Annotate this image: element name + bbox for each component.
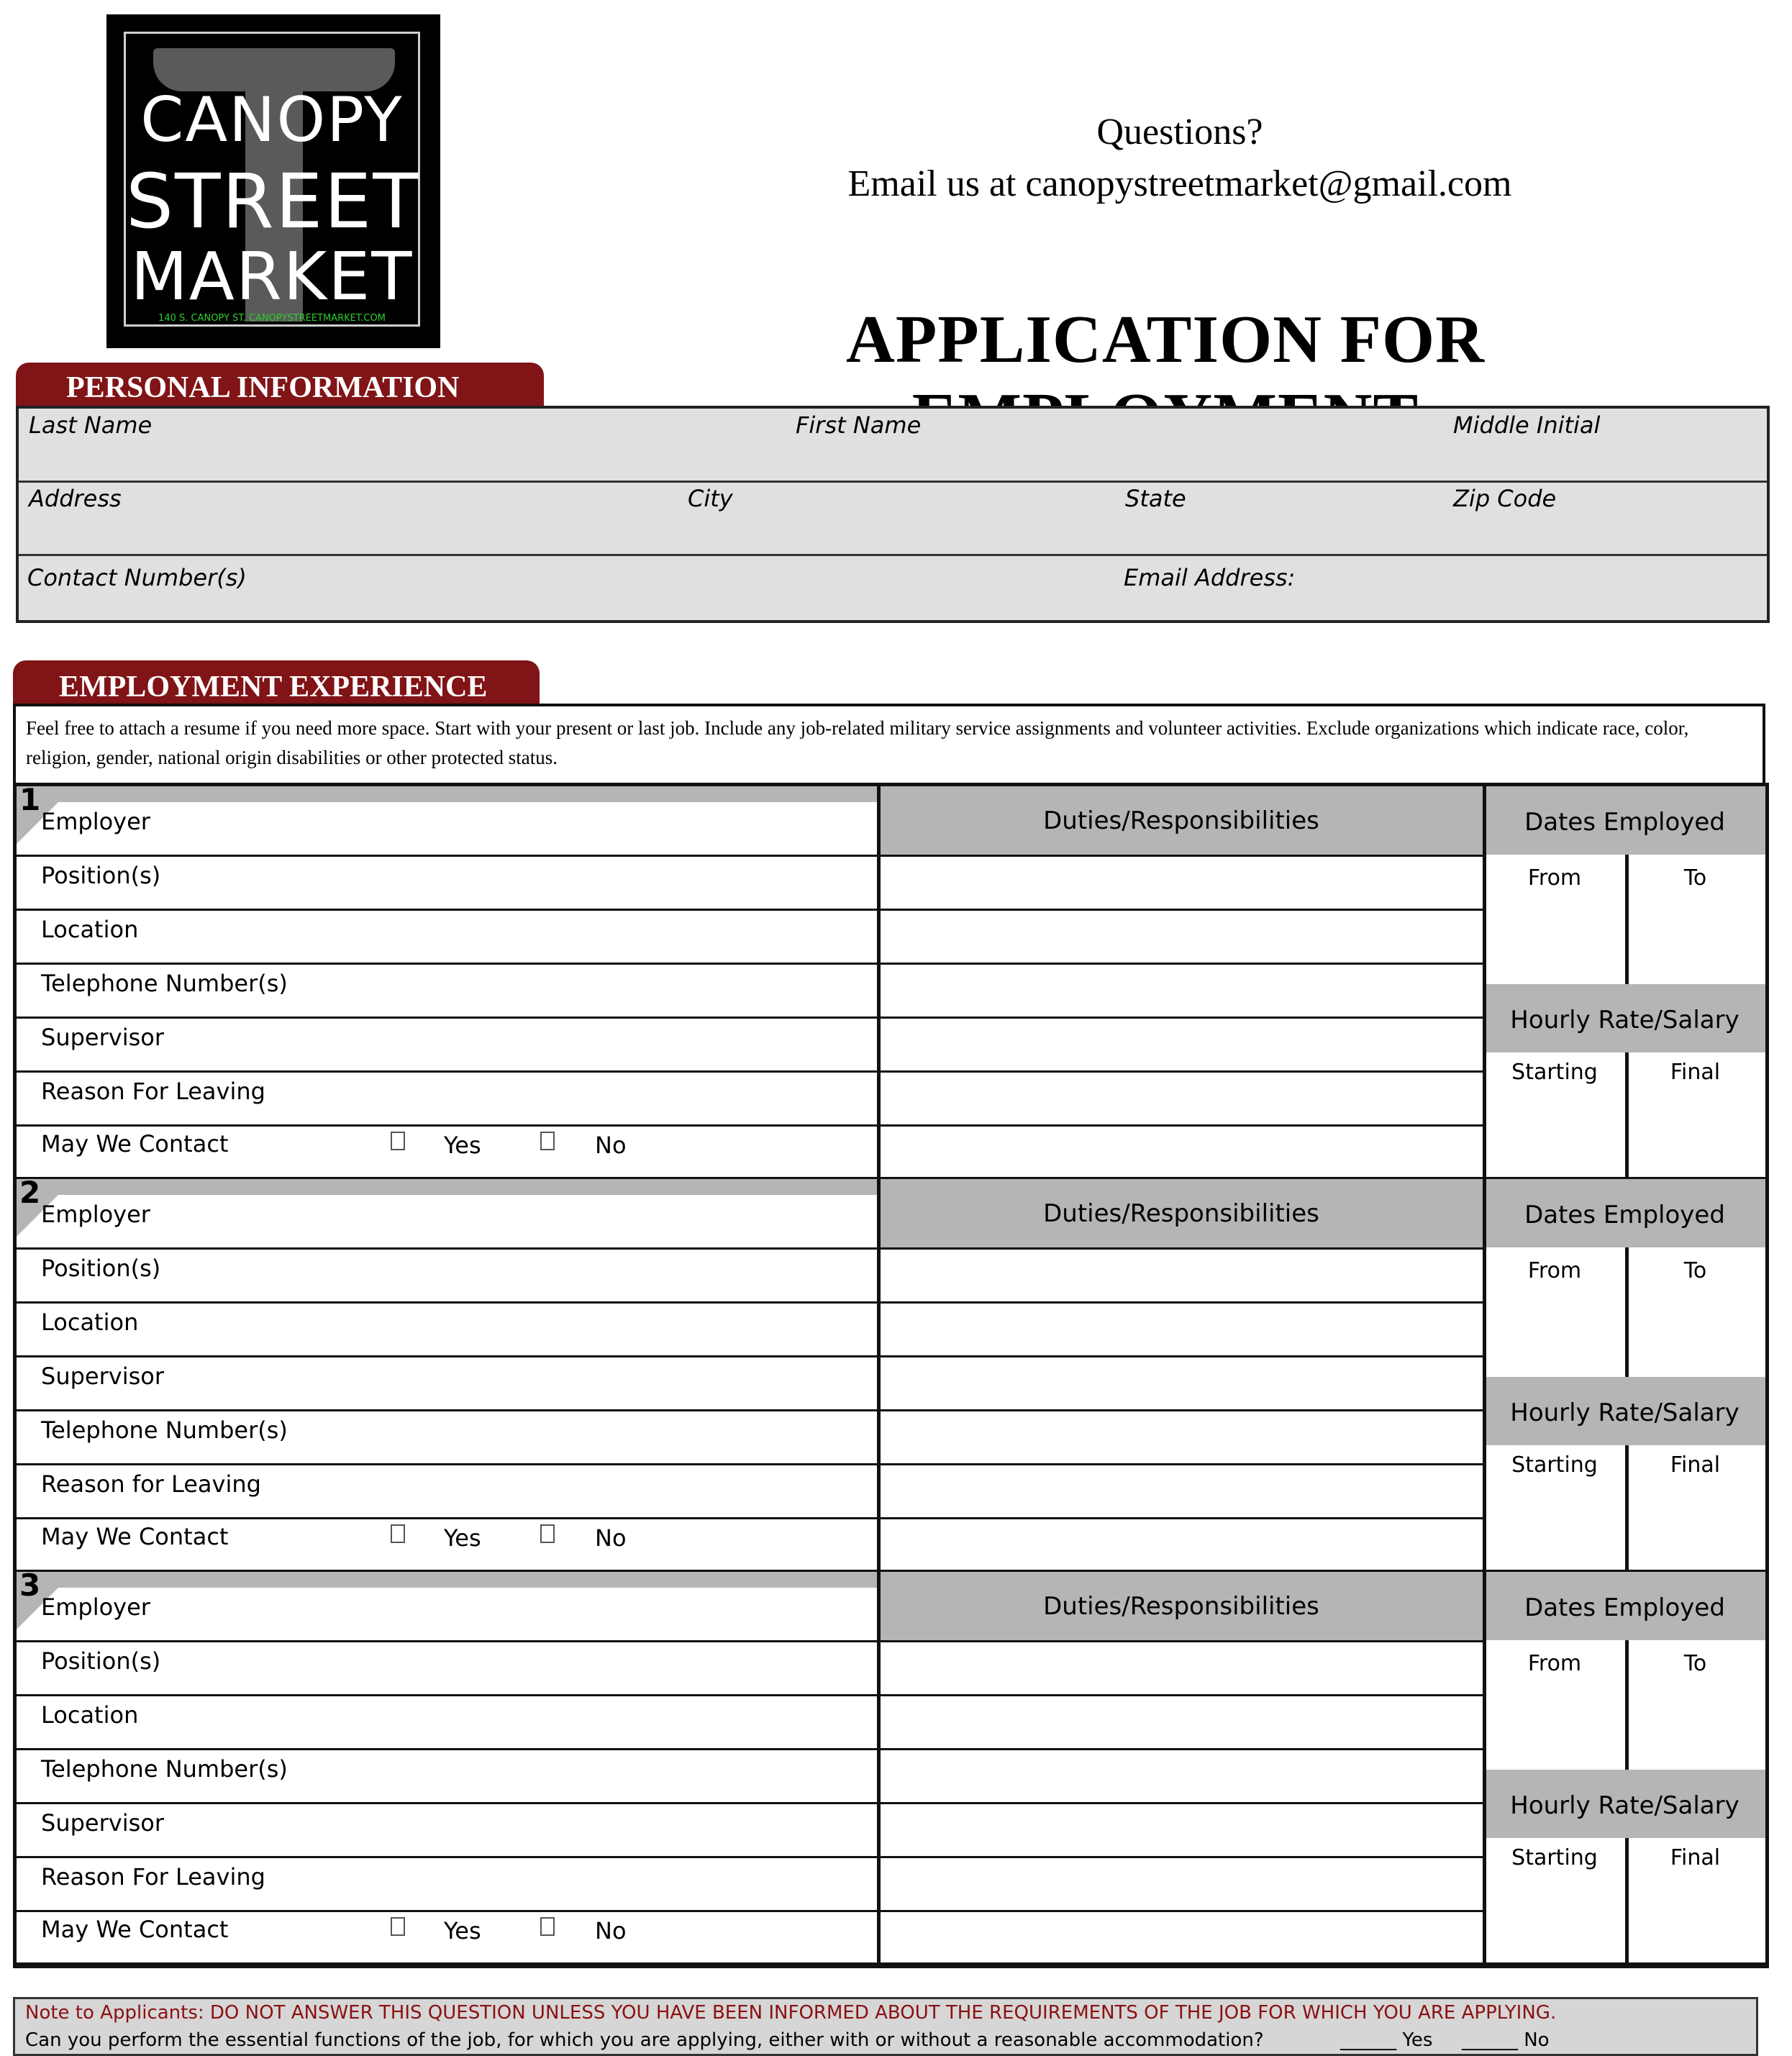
dates-employed-heading: Dates Employed xyxy=(1524,1201,1725,1229)
row-divider xyxy=(17,1016,1484,1019)
block-header-bar xyxy=(17,786,878,802)
to-field[interactable]: To xyxy=(1683,1651,1707,1676)
starting-field[interactable]: Starting xyxy=(1511,1060,1598,1085)
row-label[interactable]: Supervisor xyxy=(41,1809,164,1837)
address-field[interactable]: Address xyxy=(29,485,122,512)
row-divider xyxy=(17,1694,1484,1696)
block-number: 2 xyxy=(19,1175,41,1210)
row-label[interactable]: May We Contact xyxy=(41,1523,229,1550)
column-divider xyxy=(1483,1179,1486,1572)
starting-field[interactable]: Starting xyxy=(1511,1452,1598,1478)
personal-info-box xyxy=(16,406,1770,623)
questions-heading: Questions? xyxy=(1096,112,1263,153)
no-label: No xyxy=(595,1524,627,1552)
row-divider xyxy=(17,963,1484,965)
no-checkbox[interactable] xyxy=(540,1132,555,1150)
column-divider xyxy=(1483,786,1486,1179)
row-label[interactable]: Telephone Number(s) xyxy=(41,1755,288,1783)
row-divider xyxy=(17,909,1484,911)
no-label: No xyxy=(595,1917,627,1944)
state-field[interactable]: State xyxy=(1125,485,1186,512)
row-divider xyxy=(17,1802,1484,1804)
no-label: No xyxy=(595,1132,627,1159)
logo-frame xyxy=(124,32,420,327)
row-label[interactable]: Reason For Leaving xyxy=(41,1863,265,1891)
column-divider xyxy=(877,1179,881,1572)
contact-number-field[interactable]: Contact Number(s) xyxy=(27,564,247,591)
block-header-bar xyxy=(17,1572,878,1588)
duties-heading: Duties/Responsibilities xyxy=(1043,1592,1319,1621)
row-label[interactable]: May We Contact xyxy=(41,1130,229,1157)
divider xyxy=(19,554,1767,556)
zip-code-field[interactable]: Zip Code xyxy=(1453,485,1557,512)
row-divider xyxy=(17,855,1484,857)
from-field[interactable]: From xyxy=(1527,1651,1582,1676)
yes-label: Yes xyxy=(444,1524,481,1552)
dates-employed-heading: Dates Employed xyxy=(1524,808,1725,837)
row-label[interactable]: Location xyxy=(41,1701,139,1729)
row-divider xyxy=(17,1355,1484,1357)
block-number: 1 xyxy=(19,782,41,817)
logo-word-street: STREET xyxy=(126,158,420,245)
employment-experience-tab: EMPLOYMENT EXPERIENCE xyxy=(13,660,540,705)
no-blank[interactable]: ______ xyxy=(1461,2029,1518,2051)
row-label[interactable]: Telephone Number(s) xyxy=(41,970,288,997)
row-divider xyxy=(17,1409,1484,1411)
first-name-field[interactable]: First Name xyxy=(796,411,922,439)
row-divider xyxy=(17,1301,1484,1304)
middle-initial-field[interactable]: Middle Initial xyxy=(1453,411,1601,439)
row-divider xyxy=(17,1517,1484,1519)
row-label[interactable]: Position(s) xyxy=(41,1255,161,1282)
final-field[interactable]: Final xyxy=(1670,1060,1721,1085)
no-checkbox[interactable] xyxy=(540,1524,555,1543)
applicant-note-box xyxy=(13,1997,1758,2056)
contact-email-line: Email us at canopystreetmarket@gmail.com xyxy=(847,163,1512,204)
row-divider xyxy=(17,1070,1484,1073)
hourly-rate-heading: Hourly Rate/Salary xyxy=(1510,1791,1739,1820)
row-divider xyxy=(17,1910,1484,1912)
column-divider xyxy=(877,786,881,1179)
row-divider xyxy=(17,1247,1484,1250)
email-address-field[interactable]: Email Address: xyxy=(1124,564,1296,591)
final-field[interactable]: Final xyxy=(1670,1845,1721,1870)
row-label[interactable]: Location xyxy=(41,1309,139,1336)
yes-checkbox[interactable] xyxy=(391,1917,405,1936)
row-divider xyxy=(17,1640,1484,1642)
row-divider xyxy=(17,1856,1484,1858)
yes-blank[interactable]: ______ xyxy=(1340,2029,1397,2051)
starting-field[interactable]: Starting xyxy=(1511,1845,1598,1870)
row-label[interactable]: Position(s) xyxy=(41,862,161,889)
row-label[interactable]: Position(s) xyxy=(41,1647,161,1675)
row-divider xyxy=(17,1463,1484,1465)
row-label[interactable]: Supervisor xyxy=(41,1363,164,1390)
row-label[interactable]: Employer xyxy=(41,1201,150,1228)
from-field[interactable]: From xyxy=(1527,865,1582,891)
hourly-rate-heading: Hourly Rate/Salary xyxy=(1510,1006,1739,1034)
yes-label: Yes xyxy=(444,1132,481,1159)
to-field[interactable]: To xyxy=(1683,1258,1707,1283)
accommodation-question-text: Can you perform the essential functions of the job, for which you are applying, either with or without a reasonable accommodation? xyxy=(25,2029,1264,2051)
duties-heading: Duties/Responsibilities xyxy=(1043,1199,1319,1228)
hourly-rate-heading: Hourly Rate/Salary xyxy=(1510,1398,1739,1427)
dates-employed-heading: Dates Employed xyxy=(1524,1593,1725,1622)
row-divider xyxy=(17,1124,1484,1127)
row-label[interactable]: Telephone Number(s) xyxy=(41,1416,288,1444)
row-label[interactable]: Reason For Leaving xyxy=(41,1078,265,1105)
row-label[interactable]: Location xyxy=(41,916,139,943)
last-name-field[interactable]: Last Name xyxy=(29,411,153,439)
final-field[interactable]: Final xyxy=(1670,1452,1721,1478)
row-divider xyxy=(17,1748,1484,1750)
column-divider xyxy=(877,1572,881,1965)
page-title: APPLICATION FOR xyxy=(846,302,1485,377)
city-field[interactable]: City xyxy=(688,485,733,512)
row-label[interactable]: Employer xyxy=(41,808,150,835)
yes-checkbox[interactable] xyxy=(391,1524,405,1543)
row-label[interactable]: Reason for Leaving xyxy=(41,1470,261,1498)
applicant-note: Note to Applicants: DO NOT ANSWER THIS QUESTION UNLESS YOU HAVE BEEN INFORMED ABOUT THE REQUIREMENTS OF THE JOB FOR WHICH YOU ARE APPLYING. xyxy=(25,2002,1557,2024)
row-label[interactable]: Supervisor xyxy=(41,1024,164,1051)
no-label: No xyxy=(1524,2029,1550,2051)
accommodation-question xyxy=(25,2029,1550,2051)
logo-address: 140 S. CANOPY ST. CANOPYSTREETMARKET.COM xyxy=(158,313,386,324)
questions-block xyxy=(813,106,1547,210)
yes-checkbox[interactable] xyxy=(391,1132,405,1150)
yes-label: Yes xyxy=(1402,2029,1433,2051)
employment-table xyxy=(13,783,1769,1968)
block-divider xyxy=(17,1962,1765,1965)
logo-word-market: MARKET xyxy=(130,238,414,315)
block-number: 3 xyxy=(19,1568,41,1603)
logo-word-canopy: CANOPY xyxy=(140,84,404,156)
personal-info-tab: PERSONAL INFORMATION xyxy=(16,363,544,406)
from-field[interactable]: From xyxy=(1527,1258,1582,1283)
duties-heading: Duties/Responsibilities xyxy=(1043,806,1319,835)
to-field[interactable]: To xyxy=(1683,865,1707,891)
column-divider xyxy=(1483,1572,1486,1965)
employment-instructions: Feel free to attach a resume if you need more space. Start with your present or last job. Include any job-related military service assignments and volunteer activities. Exclude organizations which indicate race, color, religion, gender, national origin disabilities or other protected status. xyxy=(13,704,1765,783)
divider xyxy=(19,481,1767,483)
logo xyxy=(106,14,440,348)
block-header-bar xyxy=(17,1179,878,1195)
row-label[interactable]: May We Contact xyxy=(41,1916,229,1943)
no-checkbox[interactable] xyxy=(540,1917,555,1936)
yes-label: Yes xyxy=(444,1917,481,1944)
row-label[interactable]: Employer xyxy=(41,1593,150,1621)
